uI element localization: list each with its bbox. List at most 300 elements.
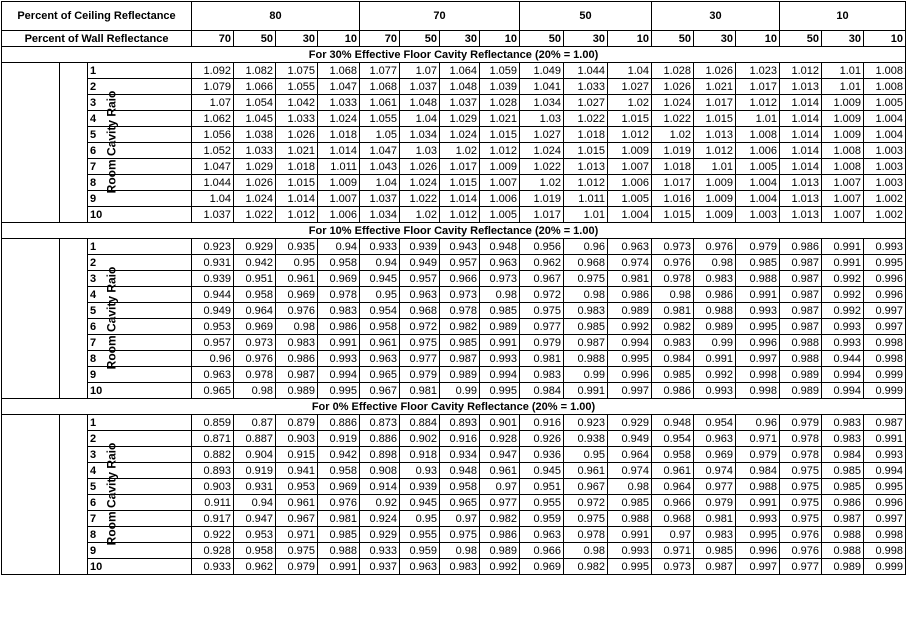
coefficient-cell: 0.957 <box>400 271 440 287</box>
coefficient-cell: 0.94 <box>318 239 360 255</box>
section-title: For 10% Effective Floor Cavity Reflectance (20% = 1.00) <box>2 223 906 239</box>
coefficient-cell: 0.916 <box>440 431 480 447</box>
coefficient-cell: 0.928 <box>480 431 520 447</box>
coefficient-cell: 0.933 <box>360 239 400 255</box>
rcr-value: 2 <box>88 255 192 271</box>
coefficient-cell: 1.027 <box>608 79 652 95</box>
section-title-row <box>2 223 906 239</box>
coefficient-cell: 1.012 <box>440 207 480 223</box>
coefficient-cell: 0.976 <box>780 543 822 559</box>
coefficient-cell: 1.014 <box>780 143 822 159</box>
coefficient-cell: 0.994 <box>864 463 906 479</box>
coefficient-cell: 0.986 <box>780 239 822 255</box>
coefficient-cell: 1.061 <box>360 95 400 111</box>
coefficient-cell: 1.04 <box>400 111 440 127</box>
coefficient-cell: 0.985 <box>736 255 780 271</box>
table-row <box>2 79 906 95</box>
coefficient-cell: 0.993 <box>736 303 780 319</box>
coefficient-cell: 0.978 <box>234 367 276 383</box>
coefficient-cell: 1.009 <box>822 127 864 143</box>
coefficient-cell: 0.98 <box>652 287 694 303</box>
coefficient-cell: 0.988 <box>736 479 780 495</box>
coefficient-cell: 1.064 <box>440 63 480 79</box>
coefficient-cell: 0.997 <box>736 351 780 367</box>
coefficient-cell: 0.955 <box>520 495 564 511</box>
coefficient-cell: 1.006 <box>608 175 652 191</box>
coefficient-cell: 0.959 <box>520 511 564 527</box>
coefficient-cell: 0.98 <box>564 543 608 559</box>
coefficient-cell: 0.94 <box>360 255 400 271</box>
coefficient-cell: 1.009 <box>694 207 736 223</box>
coefficient-cell: 0.882 <box>192 447 234 463</box>
wall-value-cell: 30 <box>276 31 318 47</box>
coefficient-cell: 0.998 <box>864 335 906 351</box>
coefficient-cell: 1.024 <box>520 143 564 159</box>
coefficient-cell: 0.931 <box>192 255 234 271</box>
coefficient-cell: 0.976 <box>780 527 822 543</box>
coefficient-cell: 1.062 <box>192 111 234 127</box>
coefficient-cell: 1.005 <box>736 159 780 175</box>
coefficient-cell: 1.029 <box>440 111 480 127</box>
coefficient-cell: 0.969 <box>318 479 360 495</box>
coefficient-cell: 0.954 <box>652 431 694 447</box>
coefficient-cell: 0.992 <box>822 287 864 303</box>
coefficient-cell: 0.989 <box>480 543 520 559</box>
coefficient-cell: 1.027 <box>564 95 608 111</box>
wall-value-cell: 30 <box>564 31 608 47</box>
coefficient-cell: 0.966 <box>520 543 564 559</box>
coefficient-cell: 0.983 <box>822 415 864 431</box>
coefficient-cell: 1.008 <box>736 127 780 143</box>
coefficient-cell: 1.01 <box>822 63 864 79</box>
coefficient-cell: 0.958 <box>318 463 360 479</box>
coefficient-cell: 0.979 <box>694 495 736 511</box>
coefficient-cell: 1.008 <box>864 79 906 95</box>
coefficient-cell: 1.009 <box>822 111 864 127</box>
coefficient-cell: 0.994 <box>822 383 864 399</box>
coefficient-cell: 0.961 <box>564 463 608 479</box>
rcr-value: 5 <box>88 479 192 495</box>
coefficient-cell: 0.988 <box>822 543 864 559</box>
coefficient-cell: 1.066 <box>234 79 276 95</box>
coefficient-cell: 0.995 <box>864 255 906 271</box>
table-row <box>2 543 906 559</box>
coefficient-cell: 0.981 <box>694 511 736 527</box>
coefficient-cell: 0.983 <box>694 527 736 543</box>
coefficient-cell: 0.985 <box>318 527 360 543</box>
section-title-row <box>2 399 906 415</box>
coefficient-cell: 0.957 <box>192 335 234 351</box>
coefficient-cell: 0.893 <box>192 463 234 479</box>
coefficient-cell: 1.015 <box>480 127 520 143</box>
coefficient-cell: 0.92 <box>360 495 400 511</box>
coefficient-cell: 0.995 <box>608 351 652 367</box>
coefficient-cell: 1.037 <box>360 191 400 207</box>
coefficient-cell: 0.961 <box>276 495 318 511</box>
coefficient-cell: 1.017 <box>440 159 480 175</box>
table-body <box>2 47 906 575</box>
coefficient-cell: 0.98 <box>480 287 520 303</box>
rcr-value: 3 <box>88 271 192 287</box>
coefficient-cell: 0.985 <box>480 303 520 319</box>
coefficient-cell: 0.998 <box>864 543 906 559</box>
coefficient-cell: 1.018 <box>564 127 608 143</box>
coefficient-cell: 0.983 <box>276 335 318 351</box>
coefficient-cell: 0.997 <box>864 511 906 527</box>
coefficient-cell: 0.996 <box>608 367 652 383</box>
coefficient-cell: 0.93 <box>400 463 440 479</box>
coefficient-cell: 0.977 <box>400 351 440 367</box>
coefficient-cell: 1.026 <box>276 127 318 143</box>
coefficient-cell: 1.01 <box>822 79 864 95</box>
coefficient-cell: 0.975 <box>780 495 822 511</box>
rcr-value: 8 <box>88 175 192 191</box>
coefficient-cell: 0.987 <box>276 367 318 383</box>
coefficient-cell: 1.024 <box>318 111 360 127</box>
coefficient-cell: 0.991 <box>822 239 864 255</box>
coefficient-cell: 0.989 <box>440 367 480 383</box>
coefficient-cell: 0.947 <box>234 511 276 527</box>
coefficient-cell: 1.017 <box>694 95 736 111</box>
coefficient-cell: 0.987 <box>694 559 736 575</box>
coefficient-cell: 1.013 <box>694 127 736 143</box>
coefficient-cell: 0.96 <box>736 415 780 431</box>
coefficient-cell: 1.055 <box>360 111 400 127</box>
coefficient-cell: 0.886 <box>360 431 400 447</box>
coefficient-cell: 1.009 <box>694 191 736 207</box>
coefficient-cell: 0.994 <box>318 367 360 383</box>
coefficient-cell: 0.989 <box>480 319 520 335</box>
coefficient-cell: 0.989 <box>276 383 318 399</box>
coefficient-cell: 1.013 <box>780 191 822 207</box>
coefficient-cell: 1.034 <box>520 95 564 111</box>
coefficient-cell: 0.991 <box>864 431 906 447</box>
coefficient-cell: 0.94 <box>234 495 276 511</box>
table-row <box>2 479 906 495</box>
coefficient-cell: 0.963 <box>694 431 736 447</box>
coefficient-cell: 0.982 <box>480 511 520 527</box>
coefficient-cell: 0.976 <box>694 239 736 255</box>
coefficient-cell: 0.98 <box>608 479 652 495</box>
coefficient-cell: 0.988 <box>822 527 864 543</box>
coefficient-cell: 0.954 <box>360 303 400 319</box>
coefficient-cell: 1.068 <box>360 79 400 95</box>
coefficient-cell: 1.05 <box>360 127 400 143</box>
coefficient-cell: 0.965 <box>192 383 234 399</box>
coefficient-cell: 1.02 <box>608 95 652 111</box>
coefficient-cell: 1.034 <box>360 207 400 223</box>
coefficient-cell: 0.985 <box>822 479 864 495</box>
coefficient-cell: 0.982 <box>652 319 694 335</box>
coefficient-cell: 1.02 <box>400 207 440 223</box>
coefficient-cell: 0.919 <box>234 463 276 479</box>
table-row <box>2 143 906 159</box>
coefficient-cell: 1.021 <box>276 143 318 159</box>
ceiling-value-30: 30 <box>652 2 780 31</box>
coefficient-cell: 1.04 <box>608 63 652 79</box>
rcr-value: 1 <box>88 415 192 431</box>
coefficient-cell: 0.986 <box>694 287 736 303</box>
wall-reflectance-label: Percent of Wall Reflectance <box>2 31 192 47</box>
coefficient-cell: 0.962 <box>520 255 564 271</box>
coefficient-cell: 0.976 <box>276 303 318 319</box>
table-row <box>2 159 906 175</box>
coefficient-cell: 0.998 <box>736 367 780 383</box>
coefficient-cell: 0.997 <box>864 319 906 335</box>
coefficient-cell: 1.059 <box>480 63 520 79</box>
coefficient-cell: 1.012 <box>780 63 822 79</box>
blank-cell <box>2 63 60 223</box>
coefficient-cell: 1.024 <box>440 127 480 143</box>
rcr-value: 10 <box>88 207 192 223</box>
section-title: For 0% Effective Floor Cavity Reflectance (20% = 1.00) <box>2 399 906 415</box>
coefficient-cell: 0.991 <box>822 255 864 271</box>
coefficient-cell: 0.99 <box>440 383 480 399</box>
coefficient-cell: 0.997 <box>608 383 652 399</box>
coefficient-cell: 0.903 <box>192 479 234 495</box>
coefficient-cell: 0.993 <box>822 319 864 335</box>
coefficient-cell: 1.044 <box>564 63 608 79</box>
coefficient-cell: 0.97 <box>652 527 694 543</box>
coefficient-cell: 0.873 <box>360 415 400 431</box>
coefficient-cell: 0.954 <box>694 415 736 431</box>
ceiling-value-80: 80 <box>192 2 360 31</box>
coefficient-cell: 0.993 <box>318 351 360 367</box>
coefficient-cell: 0.993 <box>736 511 780 527</box>
coefficient-cell: 0.949 <box>400 255 440 271</box>
rcr-value: 6 <box>88 495 192 511</box>
wall-value-cell: 30 <box>440 31 480 47</box>
coefficient-cell: 0.965 <box>440 495 480 511</box>
coefficient-cell: 0.961 <box>276 271 318 287</box>
coefficient-cell: 0.991 <box>736 287 780 303</box>
coefficient-cell: 0.993 <box>480 351 520 367</box>
coefficient-cell: 0.972 <box>400 319 440 335</box>
coefficient-cell: 0.923 <box>192 239 234 255</box>
coefficient-cell: 1.024 <box>652 95 694 111</box>
coefficient-cell: 1.012 <box>276 207 318 223</box>
coefficient-cell: 0.939 <box>400 479 440 495</box>
coefficient-cell: 0.919 <box>318 431 360 447</box>
coefficient-cell: 0.95 <box>564 447 608 463</box>
coefficient-cell: 1.01 <box>736 111 780 127</box>
coefficient-cell: 0.988 <box>318 543 360 559</box>
table-row <box>2 367 906 383</box>
ceiling-value-10: 10 <box>780 2 906 31</box>
coefficient-cell: 1.043 <box>360 159 400 175</box>
coefficient-cell: 1.026 <box>234 175 276 191</box>
coefficient-cell: 1.012 <box>736 95 780 111</box>
blank-cell <box>2 239 60 399</box>
coefficient-cell: 0.97 <box>440 511 480 527</box>
coefficient-cell: 0.972 <box>520 287 564 303</box>
coefficient-cell: 0.963 <box>400 287 440 303</box>
coefficient-cell: 0.98 <box>694 255 736 271</box>
coefficient-cell: 1.092 <box>192 63 234 79</box>
coefficient-cell: 1.034 <box>400 127 440 143</box>
reflectance-table <box>1 1 906 575</box>
coefficient-cell: 0.859 <box>192 415 234 431</box>
table-row <box>2 351 906 367</box>
coefficient-cell: 1.01 <box>694 159 736 175</box>
coefficient-cell: 1.022 <box>520 159 564 175</box>
coefficient-cell: 0.976 <box>234 351 276 367</box>
coefficient-cell: 0.982 <box>564 559 608 575</box>
coefficient-cell: 0.986 <box>822 495 864 511</box>
coefficient-cell: 0.95 <box>400 511 440 527</box>
coefficient-cell: 0.953 <box>276 479 318 495</box>
coefficient-cell: 0.948 <box>480 239 520 255</box>
coefficient-cell: 0.993 <box>694 383 736 399</box>
rcr-value: 7 <box>88 159 192 175</box>
coefficient-cell: 1.037 <box>192 207 234 223</box>
coefficient-cell: 0.979 <box>780 415 822 431</box>
coefficient-cell: 1.02 <box>652 127 694 143</box>
coefficient-cell: 1.047 <box>318 79 360 95</box>
coefficient-cell: 0.995 <box>608 559 652 575</box>
coefficient-cell: 0.945 <box>520 463 564 479</box>
coefficient-cell: 0.985 <box>652 367 694 383</box>
coefficient-cell: 0.974 <box>694 463 736 479</box>
coefficient-cell: 0.963 <box>608 239 652 255</box>
coefficient-cell: 0.944 <box>192 287 234 303</box>
coefficient-cell: 1.014 <box>780 111 822 127</box>
coefficient-cell: 1.016 <box>652 191 694 207</box>
coefficient-cell: 0.975 <box>440 527 480 543</box>
coefficient-cell: 0.976 <box>318 495 360 511</box>
coefficient-cell: 0.967 <box>360 383 400 399</box>
coefficient-cell: 0.98 <box>440 543 480 559</box>
coefficient-cell: 0.983 <box>694 271 736 287</box>
coefficient-cell: 0.911 <box>192 495 234 511</box>
coefficient-cell: 0.958 <box>234 287 276 303</box>
wall-value-cell: 50 <box>652 31 694 47</box>
coefficient-cell: 0.987 <box>864 415 906 431</box>
coefficient-cell: 0.986 <box>480 527 520 543</box>
coefficient-cell: 0.964 <box>608 447 652 463</box>
coefficient-cell: 0.979 <box>736 239 780 255</box>
coefficient-cell: 0.969 <box>694 447 736 463</box>
coefficient-cell: 0.963 <box>520 527 564 543</box>
coefficient-cell: 0.985 <box>694 543 736 559</box>
room-cavity-ratio-label: Room Cavity Raio <box>104 442 119 546</box>
coefficient-cell: 1.022 <box>652 111 694 127</box>
coefficient-cell: 1.013 <box>780 79 822 95</box>
table-row <box>2 191 906 207</box>
coefficient-cell: 1.041 <box>520 79 564 95</box>
coefficient-cell: 0.995 <box>736 527 780 543</box>
coefficient-cell: 1.024 <box>400 175 440 191</box>
coefficient-cell: 1.03 <box>400 143 440 159</box>
coefficient-cell: 0.983 <box>564 303 608 319</box>
coefficient-cell: 0.955 <box>400 527 440 543</box>
coefficient-cell: 0.988 <box>608 511 652 527</box>
coefficient-cell: 1.014 <box>440 191 480 207</box>
coefficient-cell: 0.986 <box>318 319 360 335</box>
coefficient-cell: 0.977 <box>694 479 736 495</box>
coefficient-cell: 0.884 <box>400 415 440 431</box>
coefficient-cell: 0.958 <box>234 543 276 559</box>
coefficient-cell: 1.002 <box>864 191 906 207</box>
coefficient-cell: 0.95 <box>360 287 400 303</box>
coefficient-cell: 0.981 <box>608 271 652 287</box>
coefficient-cell: 0.986 <box>608 287 652 303</box>
coefficient-cell: 1.005 <box>480 207 520 223</box>
coefficient-cell: 0.991 <box>564 383 608 399</box>
coefficient-cell: 1.047 <box>192 159 234 175</box>
coefficient-cell: 1.018 <box>652 159 694 175</box>
coefficient-cell: 0.989 <box>822 559 864 575</box>
coefficient-cell: 0.996 <box>864 495 906 511</box>
coefficient-cell: 1.017 <box>520 207 564 223</box>
coefficient-cell: 0.981 <box>400 383 440 399</box>
coefficient-cell: 0.98 <box>276 319 318 335</box>
coefficient-cell: 1.049 <box>520 63 564 79</box>
coefficient-cell: 0.887 <box>234 431 276 447</box>
coefficient-cell: 1.006 <box>736 143 780 159</box>
coefficient-cell: 0.991 <box>608 527 652 543</box>
coefficient-cell: 0.982 <box>440 319 480 335</box>
coefficient-cell: 1.015 <box>440 175 480 191</box>
coefficient-cell: 1.033 <box>276 111 318 127</box>
coefficient-cell: 0.981 <box>318 511 360 527</box>
wall-header-row <box>2 31 906 47</box>
table-row <box>2 271 906 287</box>
coefficient-cell: 0.995 <box>736 319 780 335</box>
coefficient-cell: 0.99 <box>564 367 608 383</box>
coefficient-cell: 0.997 <box>736 559 780 575</box>
coefficient-cell: 1.026 <box>652 79 694 95</box>
coefficient-cell: 0.983 <box>440 559 480 575</box>
coefficient-cell: 0.983 <box>520 367 564 383</box>
coefficient-cell: 0.947 <box>480 447 520 463</box>
ceiling-reflectance-label: Percent of Ceiling Reflectance <box>2 2 192 31</box>
coefficient-cell: 1.022 <box>234 207 276 223</box>
coefficient-cell: 1.014 <box>276 191 318 207</box>
coefficient-cell: 0.926 <box>520 431 564 447</box>
coefficient-cell: 0.989 <box>780 367 822 383</box>
coefficient-cell: 0.964 <box>652 479 694 495</box>
coefficient-cell: 0.977 <box>520 319 564 335</box>
coefficient-cell: 1.028 <box>480 95 520 111</box>
coefficient-cell: 0.979 <box>276 559 318 575</box>
coefficient-cell: 0.983 <box>822 431 864 447</box>
rcr-value: 8 <box>88 351 192 367</box>
coefficient-cell: 0.993 <box>864 447 906 463</box>
coefficient-cell: 1.02 <box>520 175 564 191</box>
coefficient-cell: 0.935 <box>276 239 318 255</box>
room-cavity-ratio-label: Room Cavity Raio <box>104 266 119 370</box>
coefficient-cell: 0.923 <box>564 415 608 431</box>
coefficient-cell: 1.003 <box>864 159 906 175</box>
coefficient-cell: 0.929 <box>234 239 276 255</box>
coefficient-cell: 1.012 <box>694 143 736 159</box>
coefficient-cell: 0.978 <box>652 271 694 287</box>
coefficient-cell: 1.004 <box>736 175 780 191</box>
coefficient-cell: 1.021 <box>480 111 520 127</box>
coefficient-cell: 0.977 <box>480 495 520 511</box>
coefficient-cell: 1.013 <box>780 207 822 223</box>
coefficient-cell: 1.068 <box>318 63 360 79</box>
coefficient-cell: 0.963 <box>480 255 520 271</box>
coefficient-cell: 0.958 <box>360 319 400 335</box>
coefficient-cell: 0.879 <box>276 415 318 431</box>
coefficient-cell: 0.986 <box>652 383 694 399</box>
wall-value-cell: 10 <box>318 31 360 47</box>
wall-value-cell: 70 <box>192 31 234 47</box>
coefficient-cell: 0.953 <box>192 319 234 335</box>
coefficient-cell: 1.03 <box>520 111 564 127</box>
